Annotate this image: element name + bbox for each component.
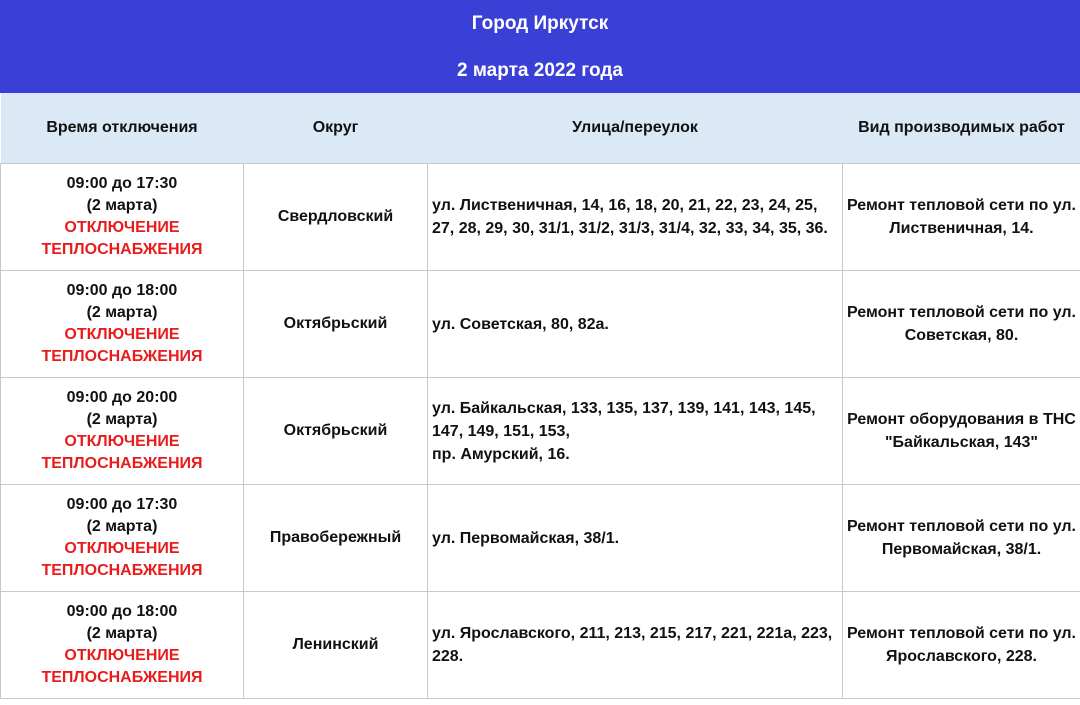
street-cell: [428, 164, 843, 271]
outage-type-line2: ТЕПЛОСНАБЖЕНИЯ: [41, 348, 203, 365]
work-cell: Ремонт тепловой сети по ул. Первомайская, 38/1.: [843, 485, 1080, 592]
column-header-time: Время отключения: [1, 93, 244, 164]
table-row: [1, 592, 1080, 699]
district-cell: Свердловский: [244, 164, 428, 271]
time-cell: [1, 592, 244, 699]
time-range: 09:00 до 18:00: [66, 282, 178, 299]
street-cell: [428, 592, 843, 699]
table-row: [1, 271, 1080, 378]
outage-type-line1: ОТКЛЮЧЕНИЕ: [64, 647, 180, 664]
time-day: (2 марта): [86, 411, 158, 428]
time-cell: [1, 378, 244, 485]
district-cell: Октябрьский: [244, 378, 428, 485]
time-range: 09:00 до 17:30: [66, 175, 178, 192]
work-cell: Ремонт тепловой сети по ул. Советская, 80.: [843, 271, 1080, 378]
street-line: ул. Ярославского, 211, 213, 215, 217, 221, 221а, 223, 228.: [432, 625, 833, 665]
table-row: [1, 485, 1080, 592]
work-cell: Ремонт тепловой сети по ул. Лиственичная, 14.: [843, 164, 1080, 271]
work-cell: Ремонт оборудования в ТНС "Байкальская, 143": [843, 378, 1080, 485]
street-line: ул. Советская, 80, 82а.: [432, 315, 609, 333]
district-cell: Ленинский: [244, 592, 428, 699]
table-row: [1, 378, 1080, 485]
outage-type-line1: ОТКЛЮЧЕНИЕ: [64, 540, 180, 557]
time-range: 09:00 до 17:30: [66, 496, 178, 513]
time-day: (2 марта): [86, 625, 158, 642]
outage-type-line2: ТЕПЛОСНАБЖЕНИЯ: [41, 455, 203, 472]
time-range: 09:00 до 20:00: [66, 389, 178, 406]
outage-type-line1: ОТКЛЮЧЕНИЕ: [64, 326, 180, 343]
time-cell: [1, 485, 244, 592]
outage-type-line2: ТЕПЛОСНАБЖЕНИЯ: [41, 562, 203, 579]
district-cell: Правобережный: [244, 485, 428, 592]
time-cell: [1, 164, 244, 271]
street-cell: [428, 485, 843, 592]
time-day: (2 марта): [86, 304, 158, 321]
street-line: ул. Байкальская, 133, 135, 137, 139, 141, 143, 145, 147, 149, 151, 153,: [432, 399, 816, 440]
column-header-district: Округ: [244, 93, 428, 164]
outage-type-line2: ТЕПЛОСНАБЖЕНИЯ: [41, 669, 203, 686]
time-day: (2 марта): [86, 518, 158, 535]
outage-table: [0, 93, 1080, 699]
time-cell: [1, 271, 244, 378]
outage-type-line1: ОТКЛЮЧЕНИЕ: [64, 219, 180, 236]
street-line: пр. Амурский, 16.: [432, 445, 570, 463]
outage-type-line1: ОТКЛЮЧЕНИЕ: [64, 433, 180, 450]
street-line: ул. Лиственичная, 14, 16, 18, 20, 21, 22, 23, 24, 25, 27, 28, 29, 30, 31/1, 31/2, 31/3, 31/4, 32, 33, 34, 35, 36.: [432, 197, 828, 237]
outage-type-line2: ТЕПЛОСНАБЖЕНИЯ: [41, 241, 203, 258]
street-cell: [428, 378, 843, 485]
street-line: ул. Первомайская, 38/1.: [432, 529, 620, 547]
table-header-row: [1, 93, 1080, 164]
time-range: 09:00 до 18:00: [66, 603, 178, 620]
time-day: (2 марта): [86, 197, 158, 214]
date-title: 2 марта 2022 года: [457, 60, 623, 81]
district-cell: Октябрьский: [244, 271, 428, 378]
city-title: Город Иркутск: [471, 13, 609, 34]
column-header-work: Вид производимых работ: [843, 93, 1080, 164]
work-cell: Ремонт тепловой сети по ул. Ярославского, 228.: [843, 592, 1080, 699]
column-header-street: Улица/переулок: [428, 93, 843, 164]
title-banner: [0, 0, 1080, 93]
street-cell: [428, 271, 843, 378]
table-row: [1, 164, 1080, 271]
